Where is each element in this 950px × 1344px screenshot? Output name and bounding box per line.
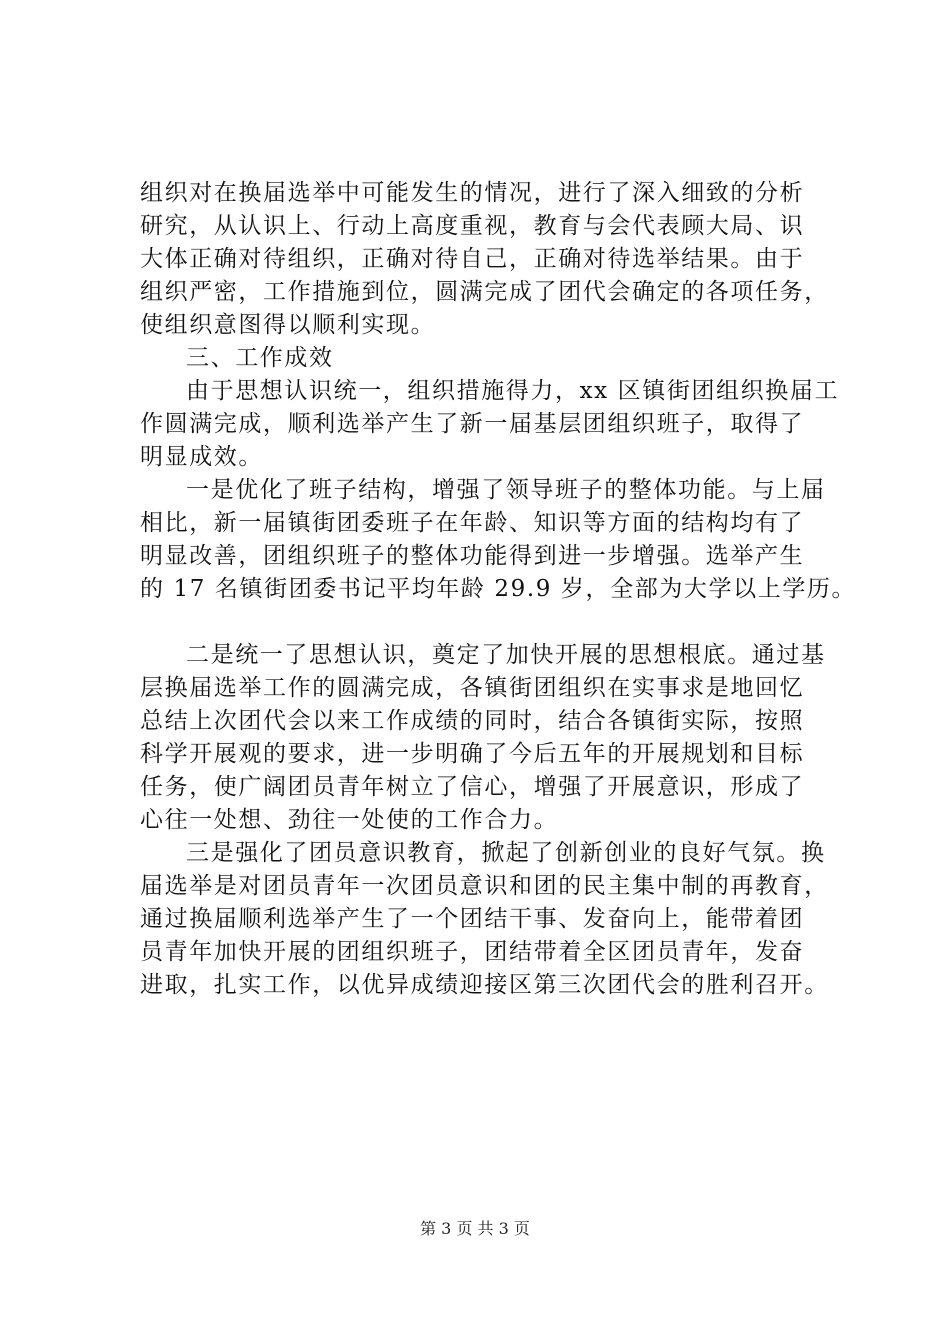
text-line: 明显成效。 [140, 444, 263, 470]
text-line: 明显改善，团组织班子的整体功能得到进一步增强。选举产生 [140, 543, 805, 569]
text-line: 研究，从认识上、行动上高度重视，教育与会代表顾大局、识 [140, 213, 805, 239]
text-line: 使组织意图得以顺利实现。 [140, 312, 436, 338]
text-line: 作圆满完成，顺利选举产生了新一届基层团组织班子，取得了 [140, 411, 805, 437]
text-line: 一是优化了班子结构，增强了领导班子的整体功能。与上届 [186, 477, 826, 503]
text-line: 通过换届顺利选举产生了一个团结干事、发奋向上，能带着团 [140, 906, 805, 932]
text-line: 任务，使广阔团员青年树立了信心，增强了开展意识，形成了 [140, 774, 805, 800]
text-line: 的 17 名镇街团委书记平均年龄 29.9 岁，全部为大学以上学历。 [140, 576, 857, 602]
text-line: 员青年加快开展的团组织班子，团结带着全区团员青年，发奋 [140, 939, 805, 965]
text-line: 组织严密，工作措施到位，圆满完成了团代会确定的各项任务， [140, 279, 829, 305]
text-line: 科学开展观的要求，进一步明确了今后五年的开展规划和目标 [140, 741, 805, 767]
page-footer: 第 3 页 共 3 页 [420, 1219, 530, 1238]
section-heading: 三、工作成效 [186, 345, 334, 371]
text-line: 大体正确对待组织，正确对待自己，正确对待选举结果。由于 [140, 246, 805, 272]
text-line: 由于思想认识统一，组织措施得力，xx 区镇街团组织换届工 [186, 378, 840, 404]
text-line: 心往一处想、劲往一处使的工作合力。 [140, 807, 559, 833]
text-line: 层换届选举工作的圆满完成，各镇街团组织在实事求是地回忆 [140, 675, 805, 701]
text-line: 组织对在换届选举中可能发生的情况，进行了深入细致的分析 [140, 180, 805, 206]
text-line: 届选举是对团员青年一次团员意识和团的民主集中制的再教育， [140, 873, 829, 899]
text-line: 相比，新一届镇街团委班子在年龄、知识等方面的结构均有了 [140, 510, 805, 536]
text-line: 二是统一了思想认识，奠定了加快开展的思想根底。通过基 [186, 642, 826, 668]
text-line: 进取，扎实工作，以优异成绩迎接区第三次团代会的胜利召开。 [140, 972, 829, 998]
text-line: 三是强化了团员意识教育，掀起了创新创业的良好气氛。换 [186, 840, 826, 866]
text-line: 总结上次团代会以来工作成绩的同时，结合各镇街实际，按照 [140, 708, 805, 734]
